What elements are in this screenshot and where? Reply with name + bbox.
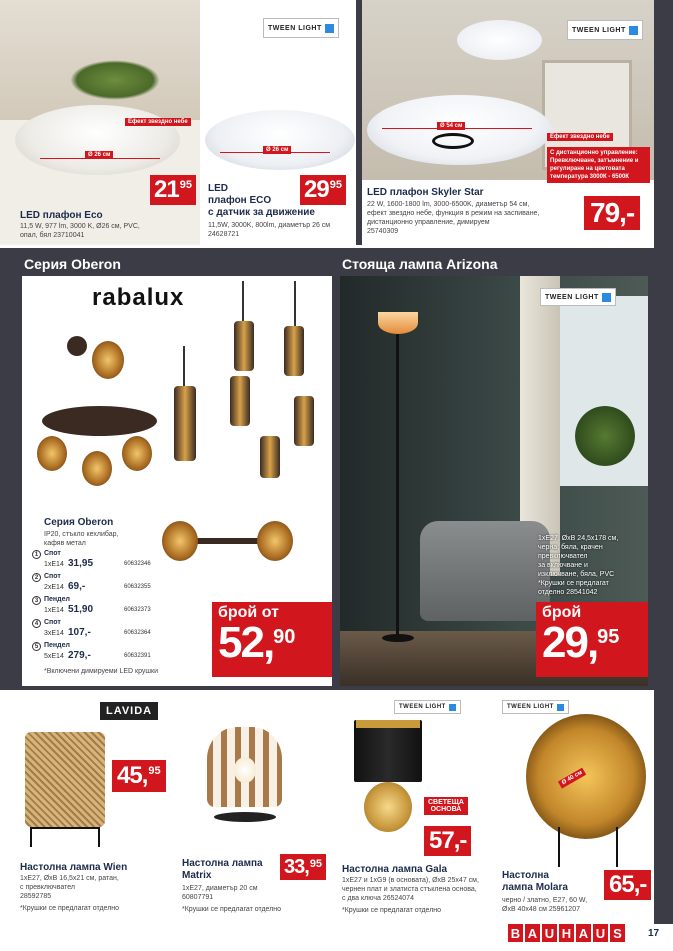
item-name: Пендел: [44, 642, 70, 649]
dimension-label: Ø 26 см: [85, 151, 113, 159]
arizona-desc: 1xE27, ØxB 24,5x178 см, черна, бяла, крачен превключвател за включване и изключване, бяла, PVC *Крушки се предлагат отделно 28541042: [538, 535, 619, 596]
bauhaus-letter: S: [610, 924, 625, 942]
gala-panel: [334, 692, 494, 922]
item-spec: 5xE14: [44, 653, 64, 660]
eco-sensor-panel: [200, 0, 355, 245]
skyler-desc-2: ефект звездно небе, функция в режим на заспиване,: [367, 210, 540, 217]
tween-light-logo: TWEEN LIGHT: [394, 700, 461, 714]
armchair: [420, 521, 550, 621]
matrix-desc-1: 1xE27, диаметър 20 см: [182, 885, 258, 892]
oberon-sub-2: кафяв метал: [44, 540, 86, 547]
dimension-label: Ø 54 см: [437, 122, 465, 130]
matrix-base: [214, 812, 276, 822]
oberon-panel: [22, 276, 332, 686]
wien-note: *Крушки се предлагат отделно: [20, 905, 120, 912]
tween-light-logo: TWEEN LIGHT: [502, 700, 569, 714]
matrix-title-1: Настолна лампа: [182, 858, 263, 869]
amber-cylinder: [230, 376, 250, 426]
item-name: Спот: [44, 550, 61, 557]
eco-price: 21 95: [150, 175, 196, 205]
ceiling-plate: [42, 406, 157, 436]
oberon-note: *Включени димируеми LED крушки: [44, 668, 159, 675]
matrix-panel: [172, 692, 332, 922]
tween-light-logo: TWEEN LIGHT: [540, 288, 616, 306]
oberon-item: [32, 550, 192, 572]
pendant-3-image: [172, 346, 197, 466]
wien-panel: [0, 692, 170, 922]
eco-sensor-desc-1: 11,5W, 3000K, 800lm, диаметър 26 см: [208, 222, 331, 229]
floor-lamp-shade: [378, 312, 418, 334]
tween-logo-icon: [449, 704, 456, 711]
oberon-item: [32, 596, 192, 618]
item-number-badge: 5: [32, 642, 41, 651]
tween-light-logo: TWEEN LIGHT: [263, 18, 339, 38]
skyler-ceiling-lamp: [367, 95, 552, 165]
amber-shade: [37, 436, 67, 471]
skyler-ring: [432, 133, 474, 149]
arizona-header: Стояща лампа Arizona: [342, 256, 498, 272]
wien-lamp-shade: [25, 732, 105, 827]
amber-cylinder: [260, 436, 280, 478]
eco-sensor-title-1: LED: [208, 183, 228, 194]
skyler-desc-1: 22 W, 1600-1800 lm, 3000-6500K, диаметър 54 см,: [367, 201, 530, 208]
skyler-lamp-top: [457, 20, 542, 60]
bauhaus-letter: U: [593, 924, 608, 942]
matrix-price: 33, 95: [280, 854, 326, 880]
cable: [294, 281, 296, 326]
item-price: 51,90: [68, 604, 94, 615]
oberon-item: [32, 573, 192, 595]
item-code: 60632391: [124, 653, 151, 659]
skyler-title: LED плафон Skyler Star: [367, 187, 484, 198]
item-code: 60632364: [124, 630, 151, 636]
gala-desc-2: чернен плат и златиста стъклена основа,: [342, 886, 477, 893]
tween-logo-icon: [602, 293, 611, 302]
eco-ceiling-lamp: [15, 105, 180, 175]
dimension-label: Ø 40 см: [558, 767, 587, 788]
molara-dish: [526, 714, 646, 839]
molara-desc-2: ØxB 40x48 см 25961207: [502, 906, 580, 913]
right-divider-top: [356, 0, 362, 245]
item-number-badge: 2: [32, 573, 41, 582]
remote-control-note: С дистанционно управление: Превключване, затъмнение и регулиране на цветовата температура 3000К - 6500К: [547, 147, 650, 183]
item-name: Пендел: [44, 596, 70, 603]
bauhaus-letter: A: [525, 924, 540, 942]
floor-lamp-base: [382, 634, 414, 642]
bauhaus-letter: U: [542, 924, 557, 942]
gala-shade: [354, 720, 422, 782]
bauhaus-letter: A: [576, 924, 591, 942]
eco-sensor-title-2: плафон ECO: [208, 195, 272, 206]
eco-title: LED плафон Eco: [20, 210, 103, 221]
skyler-desc-3: дистанционно управление, димируем: [367, 219, 490, 226]
molara-panel: [496, 692, 654, 922]
eco-sensor-price: 29 95: [300, 175, 346, 205]
item-code: 60632346: [124, 561, 151, 567]
oberon-header: Серия Oberon: [24, 256, 121, 272]
item-name: Спот: [44, 619, 61, 626]
item-number-badge: 4: [32, 619, 41, 628]
plant: [575, 406, 635, 466]
amber-cylinder: [174, 386, 196, 461]
skyler-panel: [362, 0, 654, 245]
tween-logo-icon: [629, 26, 638, 35]
oberon-price: брой от 52, 90: [212, 602, 332, 677]
tween-logo-icon: [325, 24, 334, 33]
wien-desc-2: с превключвател: [20, 884, 75, 891]
molara-desc-1: черно / златно, E27, 60 W,: [502, 897, 588, 904]
matrix-title-2: Matrix: [182, 870, 212, 881]
gala-desc-1: 1xE27 и 1xG9 (в основата), ØxB 25x47 см,: [342, 877, 479, 884]
amber-shade: [257, 521, 293, 561]
item-number-badge: 3: [32, 596, 41, 605]
item-spec: 3xE14: [44, 630, 64, 637]
amber-shade: [92, 341, 124, 379]
molara-price: 65,-: [604, 870, 651, 900]
eco-panel: [0, 0, 200, 245]
arizona-price: брой 29, 95: [536, 602, 648, 677]
skyler-desc-4: 25740309: [367, 228, 399, 235]
pendant-5-image: [222, 281, 332, 481]
item-code: 60632373: [124, 607, 151, 613]
eco-sensor-title-3: с датчик за движение: [208, 207, 315, 218]
arizona-panel: [340, 276, 648, 686]
oberon-series-title: Серия Oberon: [44, 517, 114, 528]
dimension-label: Ø 26 см: [263, 146, 291, 154]
spot-4-image: [32, 396, 162, 491]
wien-desc-3: 28592785: [20, 893, 52, 900]
glowing-base-tag: СВЕТЕЩА ОСНОВА: [424, 797, 468, 815]
molara-legs: [558, 827, 618, 867]
amber-cylinder: [234, 321, 254, 371]
tween-logo-icon: [557, 704, 564, 711]
lavida-logo: LAVIDA: [100, 702, 158, 720]
item-code: 60632355: [124, 584, 151, 590]
wien-desc-1: 1xE27, ØxB 16,5x21 см, ратан,: [20, 875, 119, 882]
item-price: 107,-: [68, 627, 91, 638]
amber-cylinder: [294, 396, 314, 446]
gala-note: *Крушки се предлагат отделно: [342, 907, 442, 914]
item-price: 69,-: [68, 581, 86, 592]
amber-shade: [82, 451, 112, 486]
matrix-bulb: [234, 757, 256, 783]
matrix-note: *Крушки се предлагат отделно: [182, 906, 282, 913]
wall-plate: [67, 336, 87, 356]
cable: [242, 281, 244, 321]
spot-1-image: [67, 326, 127, 381]
gala-price: 57,-: [424, 826, 471, 856]
oberon-item: [32, 619, 192, 641]
wien-lamp-legs: [30, 827, 100, 847]
item-spec: 2xE14: [44, 584, 64, 591]
gala-title: Настолна лампа Gala: [342, 864, 448, 875]
rabalux-logo: rabalux: [92, 284, 185, 311]
bauhaus-logo: [508, 924, 625, 942]
molara-title-1: Настолна: [502, 870, 549, 881]
oberon-sub-1: IP20, стъкло кехлибар,: [44, 531, 119, 538]
right-edge: [654, 0, 673, 951]
bauhaus-letter: B: [508, 924, 523, 942]
amber-shade: [122, 436, 152, 471]
star-effect-tag: Ефект звездно небе: [125, 118, 191, 126]
eco-sensor-desc-2: 24628721: [208, 231, 240, 238]
gala-base: [364, 782, 412, 832]
tween-light-logo: TWEEN LIGHT: [567, 20, 643, 40]
molara-title-2: лампа Molara: [502, 882, 568, 893]
amber-cylinder: [284, 326, 304, 376]
plant-decoration: [70, 60, 160, 100]
skyler-price: 79,-: [584, 196, 640, 230]
page-number: 17: [648, 928, 660, 939]
gala-desc-3: с два ключа 26524074: [342, 895, 414, 902]
bauhaus-letter: H: [559, 924, 574, 942]
eco-desc-2: опал, бял 23710041: [20, 232, 85, 239]
wien-price: 45, 95: [112, 760, 166, 792]
star-effect-tag: Ефект звездно небе: [547, 133, 613, 141]
eco-desc-1: 11,5 W, 977 lm, 3000 K, Ø26 см, PVC,: [20, 223, 140, 230]
item-price: 31,95: [68, 558, 94, 569]
cable: [183, 346, 185, 386]
bauhaus-letters: [508, 924, 625, 942]
item-price: 279,-: [68, 650, 91, 661]
floor-lamp-pole: [396, 334, 399, 636]
item-name: Спот: [44, 573, 61, 580]
gala-shade-inner: [356, 720, 420, 728]
item-spec: 1xE14: [44, 607, 64, 614]
eco-sensor-lamp: [205, 110, 355, 170]
item-number-badge: 1: [32, 550, 41, 559]
matrix-desc-2: 60807791: [182, 894, 214, 901]
oberon-item: [32, 642, 192, 664]
wien-title: Настолна лампа Wien: [20, 862, 128, 873]
item-spec: 1xE14: [44, 561, 64, 568]
